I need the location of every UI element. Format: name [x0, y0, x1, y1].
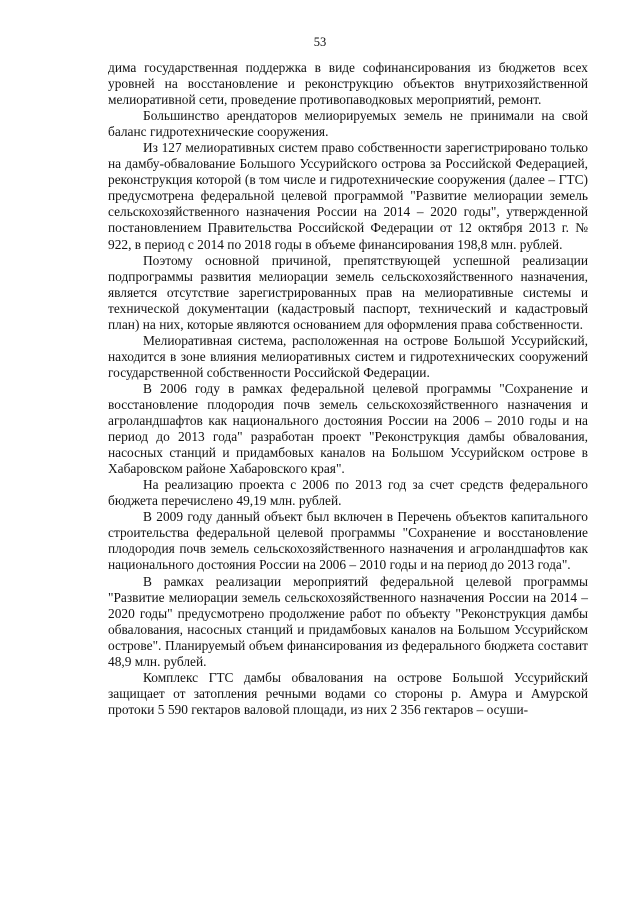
paragraph: В 2006 году в рамках федеральной целевой программы "Сохранение и восстановление плодородия почв земель сельскохозяйственного назначения и агроландшафтов как национального достояния России на 2006 – 2010 годы и на период до 2013 года" разработан проект "Реконструкция дамбы обвалования, насосных станций и придамбовых каналов на Большом Уссурийском острове в Хабаровском районе Хабаровского края". — [108, 380, 588, 477]
page-number: 53 — [313, 35, 327, 49]
paragraph-continued: дима государственная поддержка в виде софинансирования из бюджетов всех уровней на восстановление и реконструкцию объектов внутрихозяйственной мелиоративной сети, проведение противопаводковых мероприятий, ремонт. — [108, 60, 588, 108]
page-body — [108, 60, 588, 718]
paragraph: Поэтому основной причиной, препятствующей успешной реализации подпрограммы развития мелиорации земель сельскохозяйственного назначения, является отсутствие зарегистрированных прав на мелиоративные системы и технической документации (кадастровый паспорт, технический и кадастровый план) на них, которые являются основанием для оформления права собственности. — [108, 252, 588, 332]
paragraph: Большинство арендаторов мелиорируемых земель не принимали на свой баланс гидротехнические сооружения. — [108, 108, 588, 140]
paragraph: В 2009 году данный объект был включен в Перечень объектов капитального строительства федеральной целевой программы "Сохранение и восстановление плодородия почв земель сельскохозяйственного назначения и агроландшафтов как национального достояния России на 2006 – 2010 годы и на период до 2013 года". — [108, 509, 588, 573]
paragraph: На реализацию проекта с 2006 по 2013 год за счет средств федерального бюджета перечислено 49,19 млн. рублей. — [108, 477, 588, 509]
paragraph: Мелиоративная система, расположенная на острове Большой Уссурийский, находится в зоне влияния мелиоративных систем и гидротехнических сооружений государственной собственности Российской Федерации. — [108, 332, 588, 380]
paragraph: В рамках реализации мероприятий федеральной целевой программы "Развитие мелиорации земель сельскохозяйственного назначения России на 2014 – 2020 годы" предусмотрено продолжение работ по объекту "Реконструкция дамбы обвалования, насосных станций и придамбовых каналов на Большом Уссурийском острове". Планируемый объем финансирования из федерального бюджета составит 48,9 млн. рублей. — [108, 573, 588, 669]
paragraph: Из 127 мелиоративных систем право собственности зарегистрировано только на дамбу-обвалование Большого Уссурийского острова за Российской Федерацией, реконструкция которой (в том числе и гидротехнические сооружения (далее – ГТС) предусмотрена федеральной целевой программой "Развитие мелиорации земель сельскохозяйственного назначения России на 2014 – 2020 годы", утвержденной постановлением Правительства Российской Федерации от 12 октября 2013 г. № 922, в период с 2014 по 2018 годы в объеме финансирования 198,8 млн. рублей. — [108, 140, 588, 252]
paragraph: Комплекс ГТС дамбы обвалования на острове Большой Уссурийский защищает от затопления речными водами со стороны р. Амура и Амурской протоки 5 590 гектаров валовой площади, из них 2 356 гектаров – осуши- — [108, 669, 588, 717]
